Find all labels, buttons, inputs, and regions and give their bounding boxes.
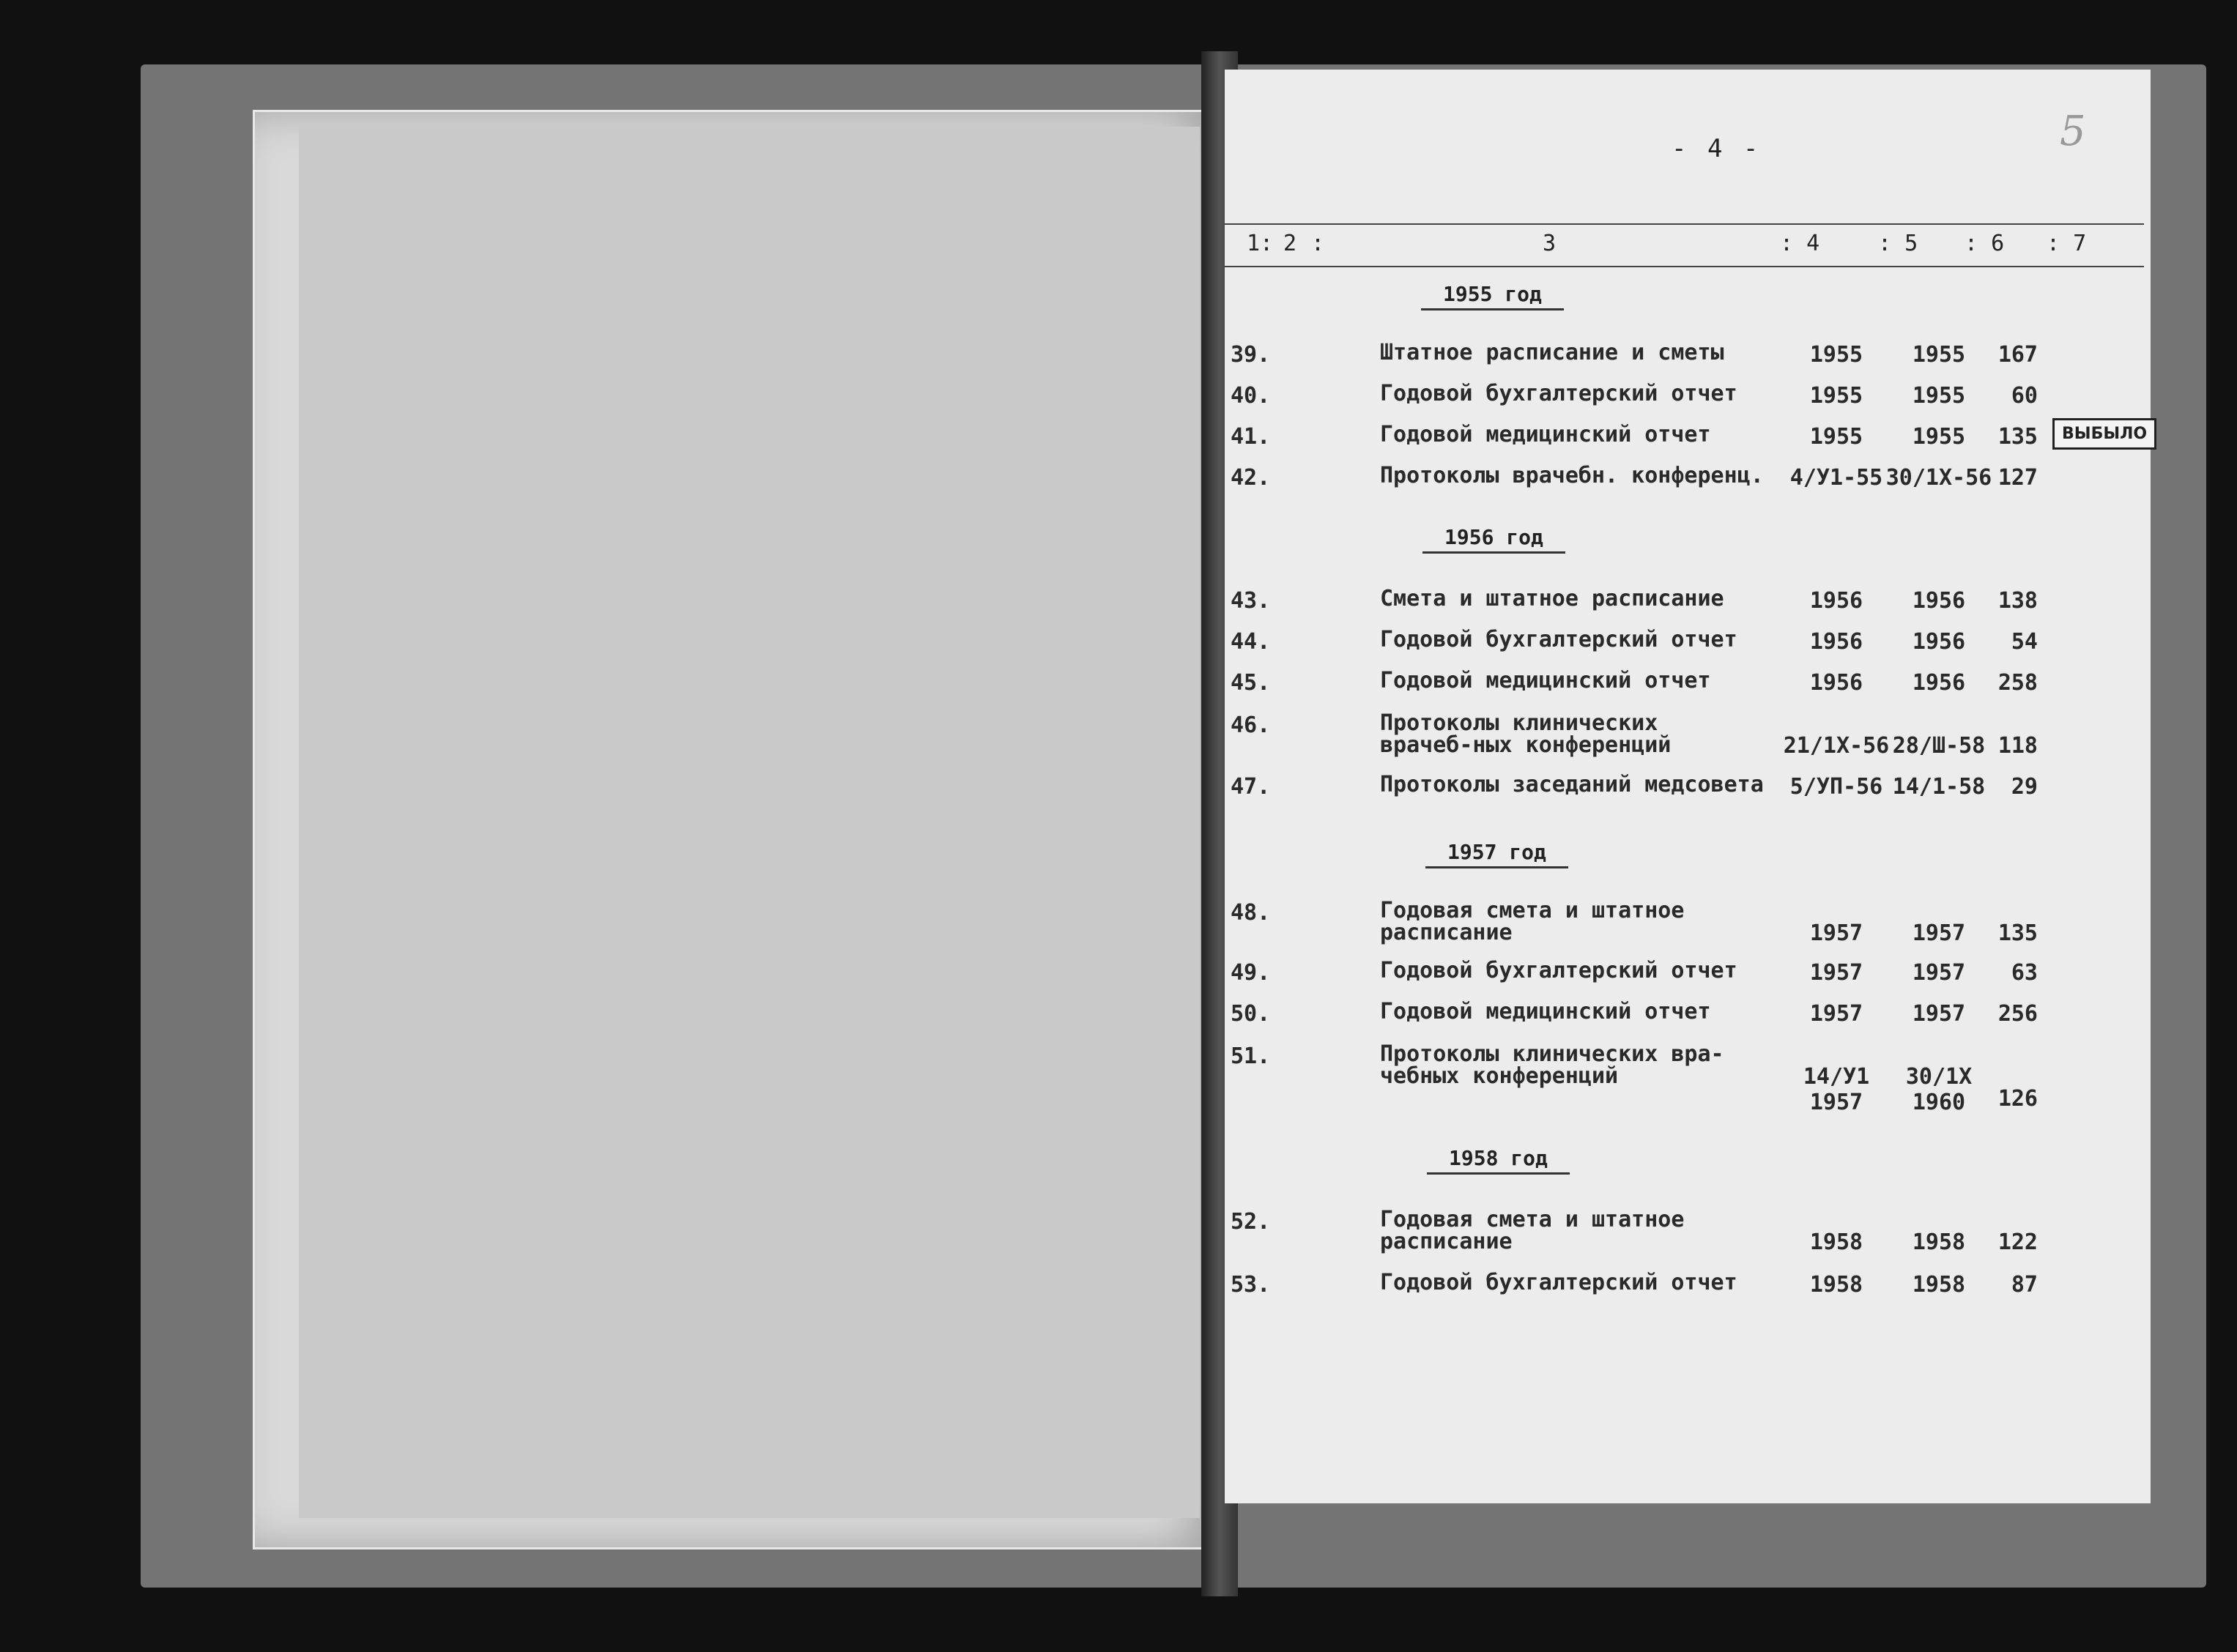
row-start-date: 1955 xyxy=(1809,383,1863,409)
row-title: Годовой медицинский отчет xyxy=(1380,422,1711,447)
row-sheet-count: 54 xyxy=(2011,629,2038,655)
column-header-6: : 6 xyxy=(1965,231,2005,256)
row-start-date: 5/УП-56 xyxy=(1789,774,1883,800)
row-title: Штатное расписание и сметы xyxy=(1380,340,1724,365)
year-heading-1957 xyxy=(1447,840,1546,864)
row-sheet-count: 126 xyxy=(1997,1086,2038,1112)
row-end-date: 14/1-58 xyxy=(1892,774,1986,800)
year-heading-1956 xyxy=(1444,525,1543,549)
handwritten-page-number: 5 xyxy=(2060,108,2086,155)
left-page-blank xyxy=(253,110,1217,1549)
row-title: Смета и штатное расписание xyxy=(1380,586,1724,611)
row-end-date: 1957 xyxy=(1912,960,1966,986)
header-rule-bottom xyxy=(1225,266,2144,267)
row-start-date: 1956 xyxy=(1809,670,1863,696)
row-number: 40. xyxy=(1231,383,1271,409)
row-sheet-count: 256 xyxy=(1997,1001,2038,1027)
row-title: Годовой медицинский отчет xyxy=(1380,999,1711,1024)
column-header-1: 1: xyxy=(1247,231,1274,256)
row-number: 45. xyxy=(1231,670,1271,696)
row-title: Годовая смета и штатное расписание xyxy=(1380,1207,1685,1254)
row-number: 46. xyxy=(1231,712,1271,738)
column-header-2: 2 xyxy=(1283,231,1297,256)
row-number: 44. xyxy=(1231,629,1271,655)
column-header-5: : 5 xyxy=(1878,231,1918,256)
row-number: 49. xyxy=(1231,960,1271,986)
page-number: - 4 - xyxy=(1672,134,1762,163)
row-number: 42. xyxy=(1231,465,1271,491)
row-number: 53. xyxy=(1231,1272,1271,1298)
row-start-date: 1957 xyxy=(1809,960,1863,986)
row-title: Протоколы клинических врачеб-ных конференций xyxy=(1380,710,1672,758)
column-header-7: : 7 xyxy=(2047,231,2087,256)
year-heading-text: 1957 год xyxy=(1447,840,1546,864)
row-number: 39. xyxy=(1231,342,1271,368)
row-title: Годовой бухгалтерский отчет xyxy=(1380,958,1737,983)
row-title: Годовой бухгалтерский отчет xyxy=(1380,381,1737,406)
row-title: Годовой бухгалтерский отчет xyxy=(1380,1270,1737,1295)
year-heading-1958 xyxy=(1449,1146,1548,1170)
row-sheet-count: 135 xyxy=(1997,920,2038,946)
year-heading-text: 1956 год xyxy=(1444,525,1543,549)
row-number: 41. xyxy=(1231,424,1271,450)
row-sheet-count: 60 xyxy=(2011,383,2038,409)
row-start-date: 1955 xyxy=(1809,424,1863,450)
row-sheet-count: 135 xyxy=(1997,424,2038,450)
row-end-date: 1956 xyxy=(1912,629,1966,655)
row-sheet-count: 167 xyxy=(1997,342,2038,368)
year-heading-1955 xyxy=(1443,282,1542,306)
year-heading-text: 1955 год xyxy=(1443,282,1542,306)
row-start-date: 21/1Х-56 xyxy=(1783,733,1890,759)
row-start-date: 1958 xyxy=(1809,1229,1863,1255)
row-end-date: 1958 xyxy=(1912,1272,1966,1298)
row-end-date: 30/1Х 1960 xyxy=(1905,1064,1973,1115)
row-end-date: 1955 xyxy=(1912,383,1966,409)
row-end-date: 1955 xyxy=(1912,342,1966,368)
row-sheet-count: 87 xyxy=(2011,1272,2038,1298)
row-sheet-count: 63 xyxy=(2011,960,2038,986)
row-end-date: 1956 xyxy=(1912,588,1966,614)
row-sheet-count: 29 xyxy=(2011,774,2038,800)
column-header-4: : 4 xyxy=(1780,231,1820,256)
year-underline xyxy=(1427,1172,1570,1175)
row-sheet-count: 138 xyxy=(1997,588,2038,614)
header-rule-top xyxy=(1225,223,2144,225)
year-heading-text: 1958 год xyxy=(1449,1146,1548,1170)
row-end-date: 30/1Х-56 xyxy=(1885,465,1992,491)
row-sheet-count: 118 xyxy=(1997,733,2038,759)
column-header-sep: : xyxy=(1311,231,1325,256)
year-underline xyxy=(1421,308,1564,310)
row-start-date: 1955 xyxy=(1809,342,1863,368)
row-end-date: 1955 xyxy=(1912,424,1966,450)
row-number: 43. xyxy=(1231,588,1271,614)
row-title: Протоколы врачебн. конференц. xyxy=(1380,463,1764,488)
column-header-3: 3 xyxy=(1543,231,1557,256)
year-underline xyxy=(1425,866,1568,868)
row-number: 47. xyxy=(1231,774,1271,800)
row-start-date: 4/У1-55 xyxy=(1789,465,1883,491)
row-start-date: 14/У1 1957 xyxy=(1803,1064,1870,1115)
row-number: 51. xyxy=(1231,1043,1271,1069)
row-title: Протоколы клинических вра-чебных конференций xyxy=(1380,1041,1724,1089)
withdrawn-stamp: ВЫБЫЛО xyxy=(2052,418,2156,450)
row-start-date: 1957 xyxy=(1809,1001,1863,1027)
row-end-date: 1957 xyxy=(1912,920,1966,946)
row-number: 48. xyxy=(1231,900,1271,926)
row-title: Годовая смета и штатное расписание xyxy=(1380,898,1685,945)
row-number: 50. xyxy=(1231,1001,1271,1027)
row-end-date: 1956 xyxy=(1912,670,1966,696)
row-sheet-count: 258 xyxy=(1997,670,2038,696)
row-start-date: 1956 xyxy=(1809,588,1863,614)
row-title: Годовой медицинский отчет xyxy=(1380,668,1711,693)
row-start-date: 1957 xyxy=(1809,920,1863,946)
row-title: Протоколы заседаний медсовета xyxy=(1380,772,1764,797)
row-end-date: 1957 xyxy=(1912,1001,1966,1027)
row-end-date: 1958 xyxy=(1912,1229,1966,1255)
row-start-date: 1958 xyxy=(1809,1272,1863,1298)
row-end-date: 28/Ш-58 xyxy=(1892,733,1986,759)
year-underline xyxy=(1422,551,1565,554)
row-title: Годовой бухгалтерский отчет xyxy=(1380,627,1737,652)
row-sheet-count: 122 xyxy=(1997,1229,2038,1255)
row-sheet-count: 127 xyxy=(1997,465,2038,491)
row-number: 52. xyxy=(1231,1209,1271,1235)
left-page-paper xyxy=(299,127,1200,1518)
document-page xyxy=(1225,70,2151,1503)
row-start-date: 1956 xyxy=(1809,629,1863,655)
